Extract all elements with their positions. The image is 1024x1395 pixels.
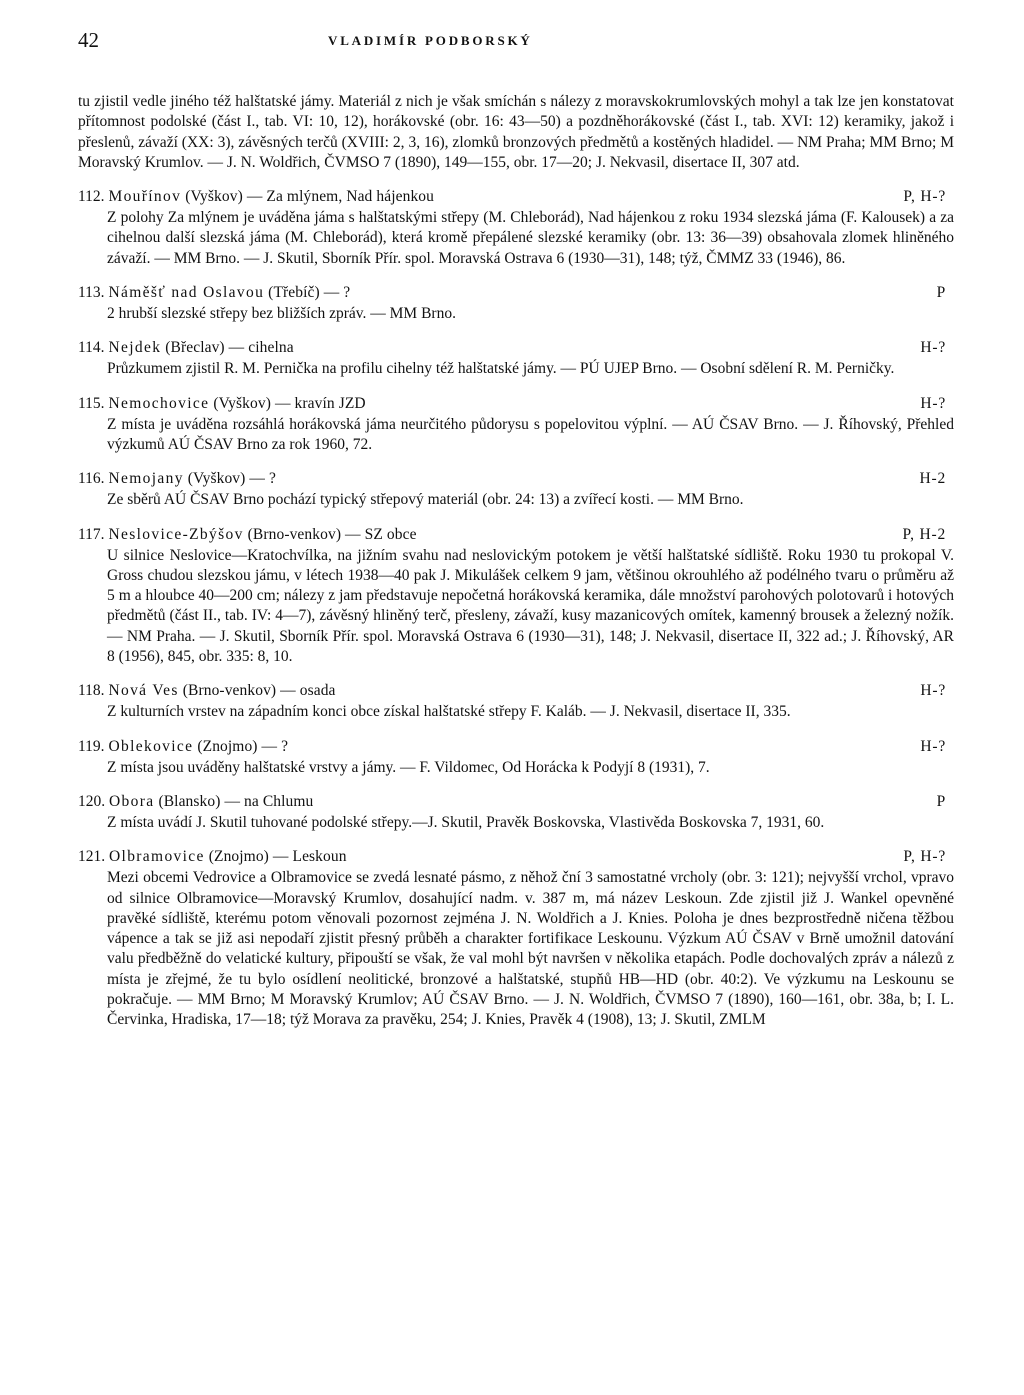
entry-locality: (Brno-venkov) — SZ obce (243, 525, 417, 543)
entry-place: Oblekovice (108, 737, 194, 755)
page-number: 42 (78, 28, 99, 52)
entry-number: 121. (78, 848, 106, 866)
entry-locality: (Znojmo) — Leskoun (204, 848, 347, 866)
entry-115 (78, 394, 954, 456)
entry-heading (78, 737, 954, 758)
paragraph: U silnice Neslovice—Kratochvílka, na jižním svahu nad neslovickým potokem je větší halštatské sídliště. Roku 1930 tu prokopal V. Gross chudou slezskou jámu, v létech 1938—40 pak J. Mikulášek celkem 9 jam, většinou okrouhlého až podélného tvaru o průměru až 5 m a hloubce 40—200 cm; nálezy z jam představuje nepočetná horákovská keramika, dále množství parohových polotovarů i hotových předmětů (část II., tab. IV: 4—7), závěsný hliněný terč, přesleny, závaží, kusy mazanicových omítek, kamenný brousek a železný nožík. — NM Praha. — J. Skutil, Sborník Přír. spol. Moravská Ostrava 6 (1930—31), 148; J. Nekvasil, disertace II, 322 ad.; J. Říhovský, AR 8 (1956), 845, obr. 335: 8, 10. (107, 546, 954, 666)
entry-number: 116. (78, 470, 105, 488)
paragraph: 2 hrubší slezské střepy bez bližších zpráv. — MM Brno. (107, 305, 456, 323)
entry-number: 119. (78, 737, 105, 755)
entry-number: 118. (78, 682, 105, 700)
paragraph: Z kulturních vrstev na západním konci obce získal halštatské střepy F. Kaláb. — J. Nekvasil, disertace II, 335. (107, 703, 791, 721)
entry-body (78, 208, 954, 269)
paragraph: Z místa uvádí J. Skutil tuhované podolské střepy.—J. Skutil, Pravěk Boskovska, Vlastivěda Boskovska 7, 1931, 60. (107, 813, 825, 831)
paragraph: Z místa je uváděna rozsáhlá horákovská jáma neurčitého půdorysu s popelovitou výplní. — AÚ ČSAV Brno. — J. Říhovský, Přehled výzkumů AÚ ČSAV Brno za rok 1960, 72. (107, 415, 954, 453)
paragraph: Z místa jsou uváděny halštatské vrstvy a jámy. — F. Vildomec, Od Horácka k Podyjí 8 (1931), 7. (107, 758, 710, 776)
entry-place: Nová Ves (108, 682, 179, 700)
entry-locality: (Vyškov) — Za mlýnem, Nad hájenkou (181, 188, 434, 206)
entry-place: Neslovice-Zbýšov (108, 525, 244, 543)
entry-place: Obora (109, 792, 155, 810)
entry-place: Olbramovice (109, 848, 205, 866)
entry-number: 117. (78, 525, 105, 543)
entry-place: Mouřínov (108, 188, 182, 206)
entry-body (78, 813, 954, 833)
entry-place: Nejdek (108, 339, 162, 357)
entry-locality: (Brno-venkov) — osada (178, 682, 336, 700)
entry-period: H-? (920, 394, 946, 412)
entry-number: 113. (78, 284, 105, 302)
entry-114 (78, 338, 954, 379)
entry-locality: (Znojmo) — ? (193, 737, 289, 755)
entry-number: 120. (78, 792, 106, 810)
entry-heading (78, 525, 954, 546)
document-body (78, 92, 954, 1031)
entry-116 (78, 469, 954, 510)
entry-heading (78, 283, 954, 304)
entry-locality: (Vyškov) — ? (183, 470, 276, 488)
entry-119 (78, 737, 954, 778)
entry-locality: (Vyškov) — kravín JZD (209, 394, 366, 412)
entry-place: Nemojany (108, 470, 184, 488)
entry-body (78, 359, 954, 379)
entry-locality: (Břeclav) — cihelna (161, 339, 294, 357)
paragraph: Ze sběrů AÚ ČSAV Brno pochází typický střepový materiál (obr. 24: 13) a zvířecí kosti. — MM Brno. (107, 491, 744, 509)
entry-body (78, 546, 954, 668)
entry-place: Nemochovice (108, 394, 210, 412)
entry-heading (78, 187, 954, 208)
entry-113 (78, 283, 954, 324)
entry-number: 112. (78, 188, 105, 206)
entry-period: P, H-2 (902, 525, 946, 543)
entry-place: Náměšť nad Oslavou (108, 284, 265, 302)
entry-period: P, H-? (903, 188, 946, 206)
entry-118 (78, 681, 954, 722)
entry-body (78, 702, 954, 722)
paragraph: Mezi obcemi Vedrovice a Olbramovice se zvedá lesnaté pásmo, z něhož ční 3 samostatné vrcholy (obr. 3: 121); nejvyšší vrchol, vpravo od silnice Olbramovice—Moravský Krumlov, dosahující nadm. v. 387 m, má název Leskoun. Zde zjistil již J. Wankel opevněné pravěké sídliště, kterému potom věnovali pozornost zejména J. N. Woldřich a J. Knies. Poloha je dnes bezprostředně ničena těžbou vápence a tak se již asi nepodaří zjistit přesný průběh a charakter fortifikace Leskounu. Výzkum AÚ ČSAV v Brně umožnil datování valu předběžně do velatické kultury, připouští se však, že val mohl být navršen v několika etapách. Podle dochovalých zpráv a nálezů z místa je zřejmé, že tu bylo osídlení neolitické, bronzové a halštatské, stupňů HB—HD (obr. 40:2). Ve výzkumu na Leskounu se pokračuje. — MM Brno; M Moravský Krumlov; AÚ ČSAV Brno. — J. N. Woldřich, ČVMSO 7 (1890), 160—161, obr. 38a, b; I. L. Červinka, Hradiska, 17—18; týž Morava za pravěku, 254; J. Knies, Pravěk 4 (1908), 13; J. Skutil, ZMLM (107, 869, 954, 1029)
entry-period: P (936, 792, 946, 810)
entry-period: P, H-? (903, 848, 946, 866)
entry-period: H-2 (919, 470, 946, 488)
running-title-author: VLADIMÍR PODBORSKÝ (328, 33, 533, 48)
paragraph: tu zjistil vedle jiného též halštatské jámy. Materiál z nich je však smíchán s nálezy z moravskokrumlovských mohyl a tak lze jen konstatovat přítomnost podolské (část I., tab. VI: 10, 12), horákovské (obr. 16: 43—50) a pozdněhorákovské (část I., tab. XVI: 12) keramiky, jakož i přeslenů, závaží (XX: 3), závěsných terčů (XVIII: 2, 3, 16), zlomků bronzových předmětů a kostěných hladidel. — NM Praha; MM Brno; M Moravský Krumlov. — J. N. Woldřich, ČVMSO 7 (1890), 149—155, obr. 17—20; J. Nekvasil, disertace II, 307 atd. (78, 93, 954, 171)
entry-locality: (Blansko) — na Chlumu (154, 792, 314, 810)
entry-heading (78, 681, 954, 702)
intro-continuation (78, 92, 954, 173)
entry-period: H-? (920, 737, 946, 755)
entry-number: 115. (78, 394, 105, 412)
entry-121 (78, 847, 954, 1030)
entry-heading (78, 792, 954, 813)
entry-117 (78, 525, 954, 668)
document-page (78, 28, 954, 1383)
entry-body (78, 415, 954, 456)
entry-heading (78, 394, 954, 415)
entry-112 (78, 187, 954, 269)
entry-body (78, 490, 954, 510)
entry-heading (78, 847, 954, 868)
entry-locality: (Třebíč) — ? (264, 284, 351, 302)
entry-body (78, 868, 954, 1030)
entry-period: H-? (920, 682, 946, 700)
running-header (78, 28, 954, 62)
entry-heading (78, 338, 954, 359)
entry-body (78, 758, 954, 778)
paragraph: Průzkumem zjistil R. M. Pernička na profilu cihelny též halštatské jámy. — PÚ UJEP Brno. — Osobní sdělení R. M. Perničky. (107, 360, 895, 378)
entry-number: 114. (78, 339, 105, 357)
entry-120 (78, 792, 954, 833)
entry-body (78, 304, 954, 324)
paragraph: Z polohy Za mlýnem je uváděna jáma s halštatskými střepy (M. Chleborád), Nad hájenkou z roku 1934 slezská jáma (F. Kalousek) a za cihelnou další slezská jáma (M. Chleborád), která kromě přepálené slezské keramiky (obr. 13: 36—39) obsahovala zlomek hliněného závaží. — MM Brno. — J. Skutil, Sborník Přír. spol. Moravská Ostrava 6 (1930—31), 148; týž, ČMMZ 33 (1946), 86. (107, 209, 954, 267)
entry-heading (78, 469, 954, 490)
entry-period: H-? (920, 339, 946, 357)
entry-period: P (936, 284, 946, 302)
